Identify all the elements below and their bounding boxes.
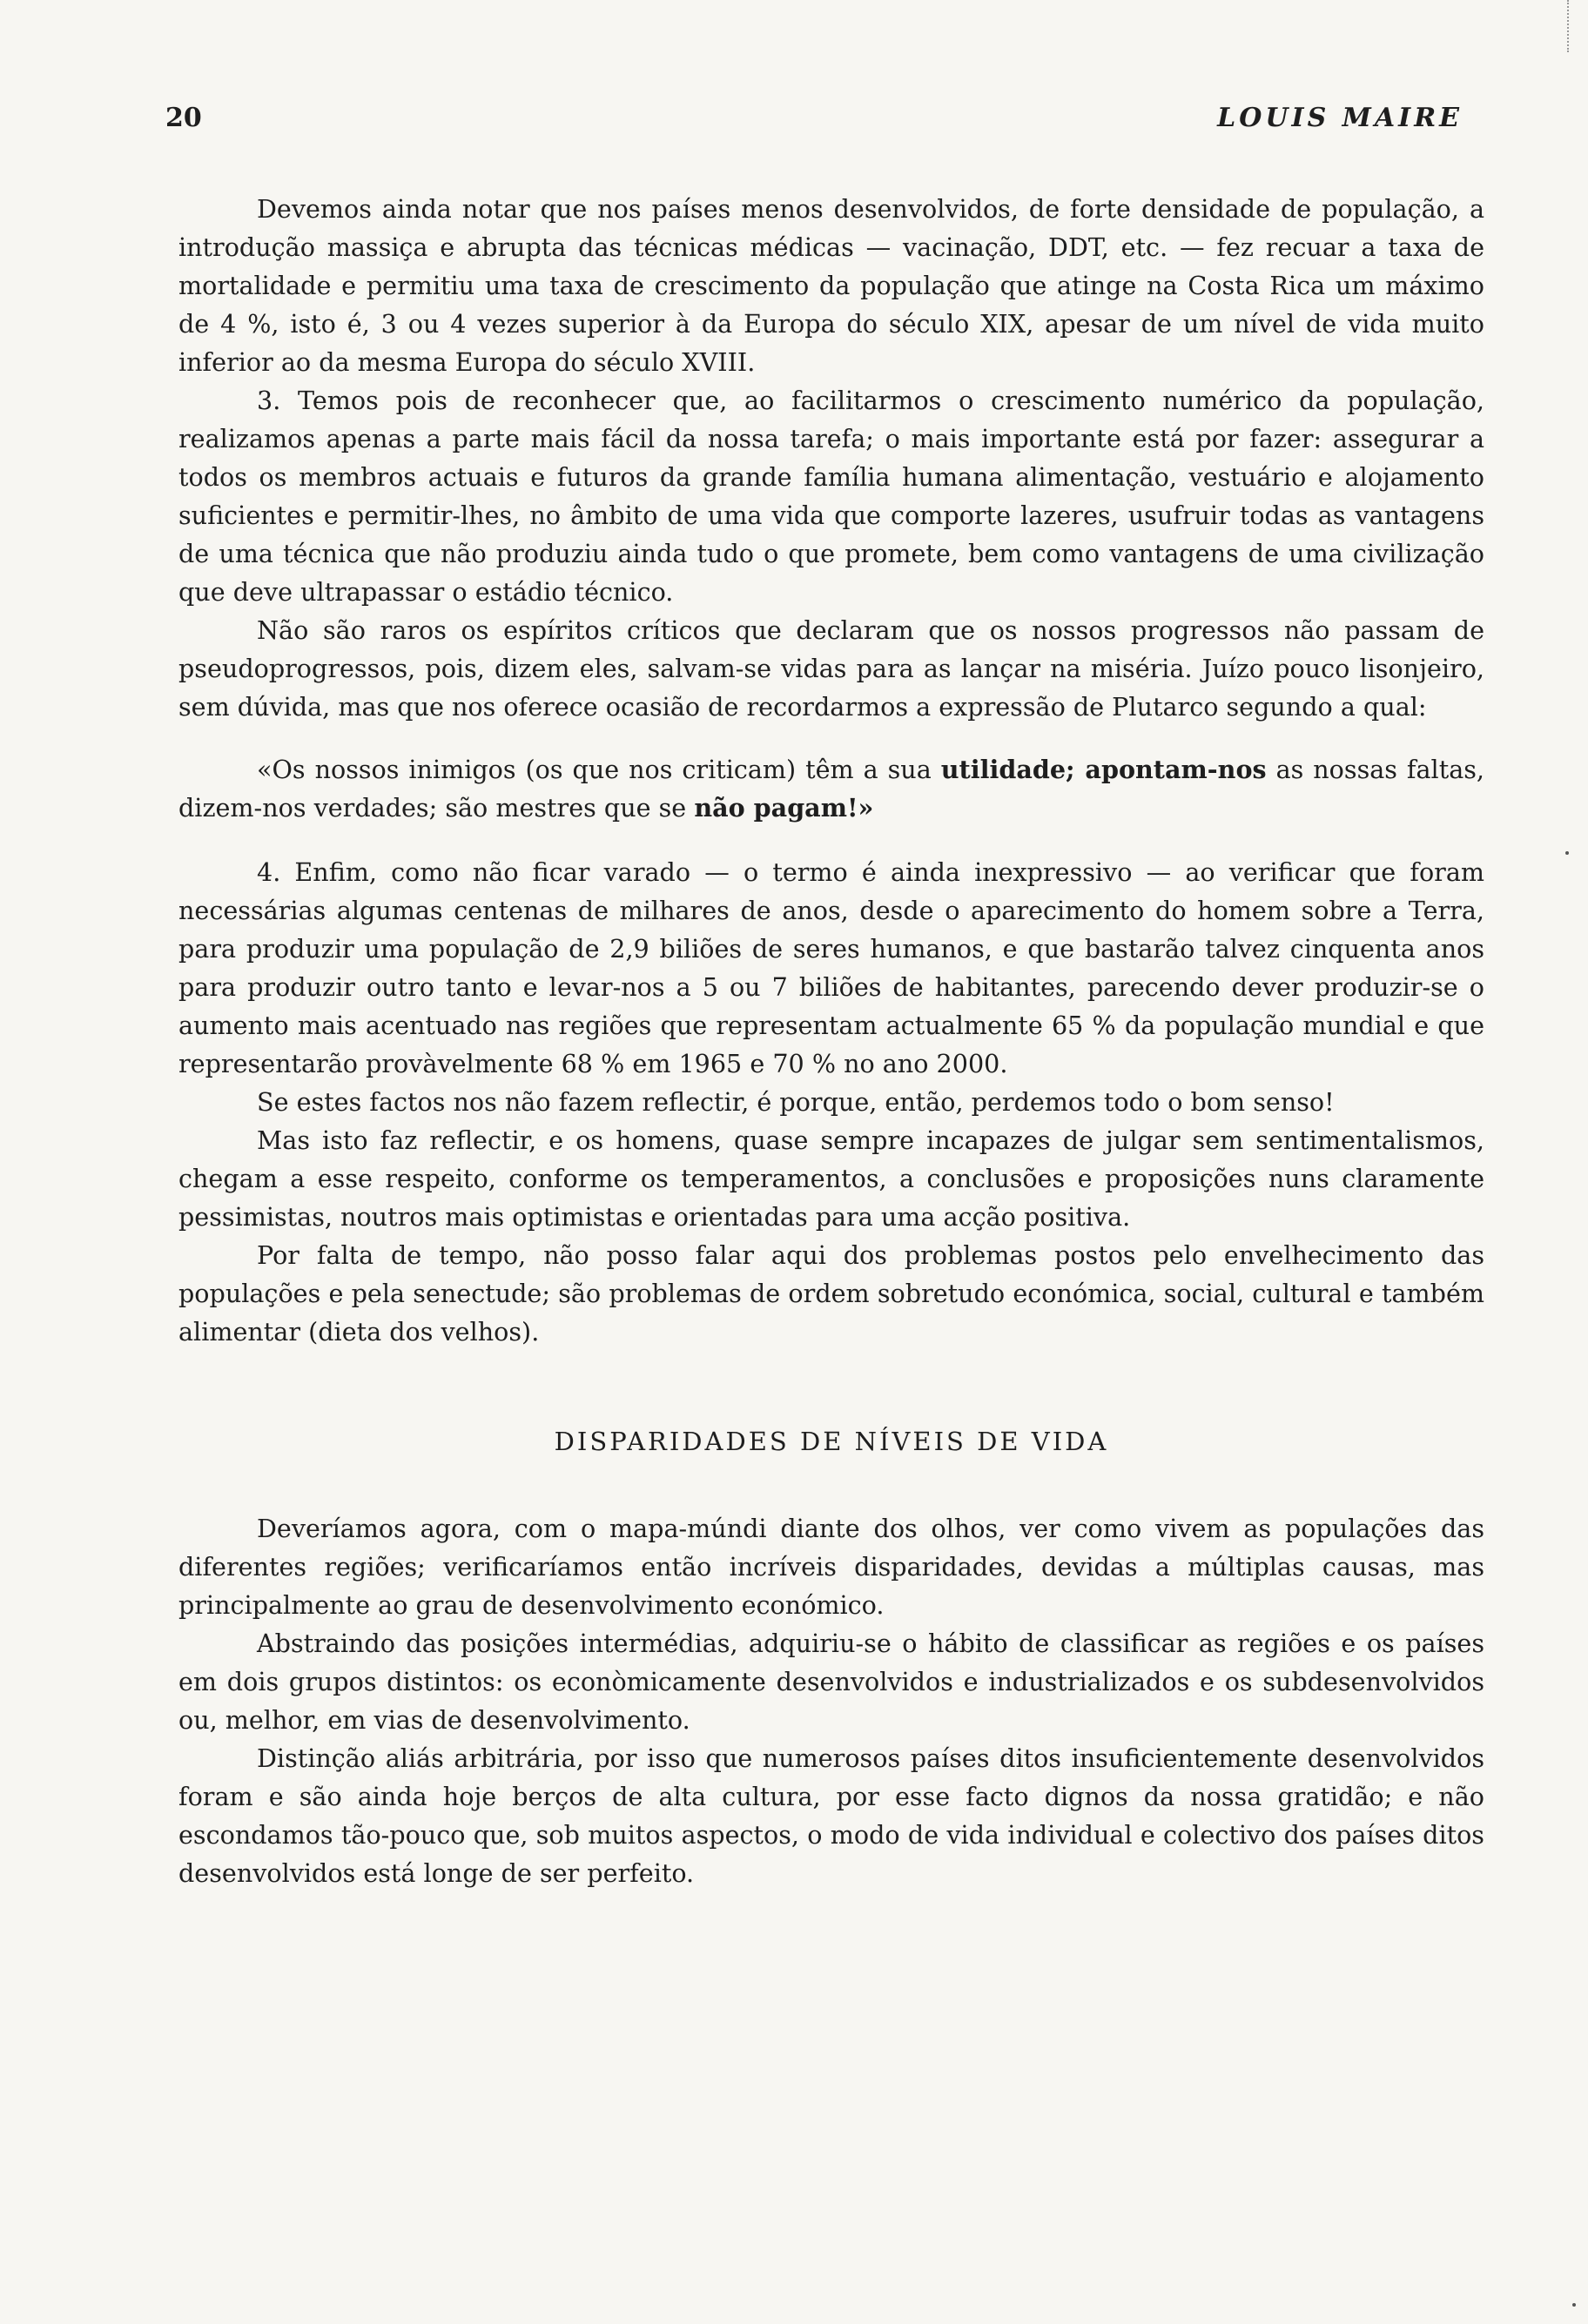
paragraph: Se estes factos nos não fazem reflectir, é porque, então, perdemos todo o bom senso! [257, 1087, 1335, 1117]
paragraph: Distinção aliás arbitrária, por isso que numerosos países ditos insuficientemente desenvolvidos foram e são ainda hoje berços de alta cultura, por esse facto dignos da nossa gratidão; e não escondamos tão-pouco que, sob muitos aspectos, o modo de vida individual e colectivo dos países ditos desenvolvidos está longe de ser perfeito. [178, 1743, 1484, 1888]
quote-text: as nossas faltas, dizem-nos verdades; são mestres que se [178, 755, 1485, 823]
quote-text-bold: utilidade; apontam-nos [940, 755, 1267, 784]
paragraph: Deveríamos agora, com o mapa-múndi diante dos olhos, ver como vivem as populações das diferentes regiões; verificaríamos então incríveis disparidades, devidas a múltiplas causas, mas principalmente ao grau de desenvolvimento económico. [178, 1514, 1484, 1620]
paragraph: 3. Temos pois de reconhecer que, ao facilitarmos o crescimento numérico da população, realizamos apenas a parte mais fácil da nossa tarefa; o mais importante está por fazer: assegurar a todos os membros actuais e futuros da grande família humana alimentação, vestuário e alojamento suficientes e permitir-lhes, no âmbito de uma vida que comporte lazeres, usufruir todas as vantagens de uma técnica que não produziu ainda tudo o que promete, bem como vantagens de uma civilização que deve ultrapassar o estádio técnico. [178, 386, 1484, 607]
page-body [178, 190, 1484, 1892]
page-number: 20 [165, 103, 202, 133]
quote-text-bold: não pagam!» [694, 793, 874, 823]
scan-speck [1572, 2303, 1576, 2307]
paragraph: Por falta de tempo, não posso falar aqui dos problemas postos pelo envelhecimento das populações e pela senectude; são problemas de ordem sobretudo económica, social, cultural e também alimentar (dieta dos velhos). [178, 1240, 1484, 1347]
scan-margin-mark [1564, 0, 1569, 52]
running-head: LOUIS MAIRE [1217, 103, 1463, 133]
paragraph: Mas isto faz reflectir, e os homens, quase sempre incapazes de julgar sem sentimentalismos, chegam a esse respeito, conforme os temperamentos, a conclusões e proposições nuns claramente pessimistas, noutros mais optimistas e orientadas para uma acção positiva. [178, 1125, 1484, 1232]
page-header [165, 103, 1463, 146]
paragraph: Devemos ainda notar que nos países menos desenvolvidos, de forte densidade de população, a introdução massiça e abrupta das técnicas médicas — vacinação, DDT, etc. — fez recuar a taxa de mortalidade e permitiu uma taxa de crescimento da população que atinge na Costa Rica um máximo de 4 %, isto é, 3 ou 4 vezes superior à da Europa do século XIX, apesar de um nível de vida muito inferior ao da mesma Europa do século XVIII. [178, 194, 1484, 377]
paragraph: Não são raros os espíritos críticos que declaram que os nossos progressos não passam de pseudoprogressos, pois, dizem eles, salvam-se vidas para as lançar na miséria. Juízo pouco lisonjeiro, sem dúvida, mas que nos oferece ocasião de recordarmos a expressão de Plutarco segundo a qual: [178, 615, 1484, 722]
paragraph: 4. Enfim, como não ficar varado — o termo é ainda inexpressivo — ao verificar que foram necessárias algumas centenas de milhares de anos, desde o aparecimento do homem sobre a Terra, para produzir uma população de 2,9 biliões de seres humanos, e que bastarão talvez cinquenta anos para produzir outro tanto e levar-nos a 5 ou 7 biliões de habitantes, parecendo dever produzir-se o aumento mais acentuado nas regiões que representam actualmente 65 % da população mundial e que representarão provàvelmente 68 % em 1965 e 70 % no ano 2000. [178, 857, 1484, 1078]
scan-speck [1565, 851, 1569, 855]
quote-text: «Os nossos inimigos (os que nos criticam) têm a sua [257, 755, 941, 784]
section-heading: DISPARIDADES DE NÍVEIS DE VIDA [554, 1427, 1109, 1456]
paragraph: Abstraindo das posições intermédias, adquiriu-se o hábito de classificar as regiões e os países em dois grupos distintos: os econòmicamente desenvolvidos e industrializados e os subdesenvolvidos ou, melhor, em vias de desenvolvimento. [178, 1629, 1484, 1735]
plutarch-quote [178, 750, 1484, 827]
